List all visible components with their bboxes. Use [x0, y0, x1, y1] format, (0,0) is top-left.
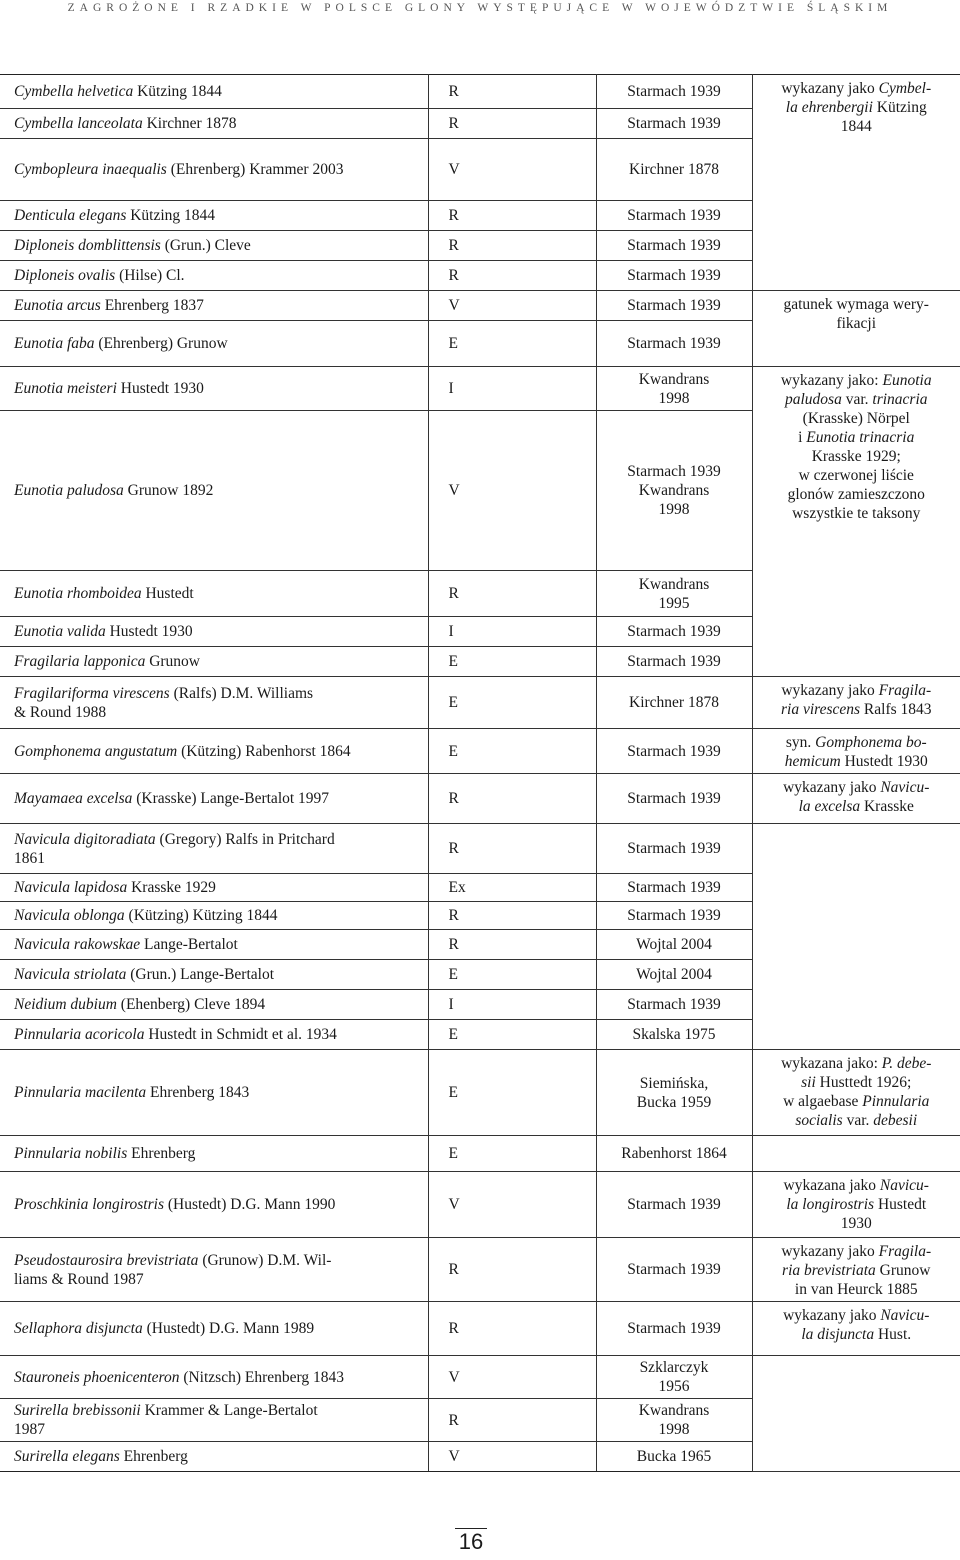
threat-category: E [428, 321, 596, 367]
table-row [0, 824, 960, 874]
species-latin-name: Navicula rakowskae [14, 936, 141, 953]
remarks-cell [752, 1238, 960, 1302]
literature-source: Kirchner 1878 [596, 139, 752, 201]
species-author: Grunow 1892 [123, 482, 214, 499]
species-author: Kirchner 1878 [142, 115, 237, 132]
table-row [0, 367, 960, 411]
remark-text: gatunek wymaga wery- fikacji [783, 296, 929, 332]
species-latin-name: Eunotia rhomboidea [14, 585, 142, 602]
literature-source: Skalska 1975 [596, 1020, 752, 1050]
remarks-cell [752, 1302, 960, 1356]
literature-source: Wojtal 2004 [596, 960, 752, 990]
species-author: (Nitzsch) Ehrenberg 1843 [179, 1368, 345, 1386]
species-latin-name: Denticula elegans [14, 207, 127, 224]
literature-source: Starmach 1939 [596, 261, 752, 291]
species-author: (Kützing) Kützing 1844 [124, 907, 278, 924]
threat-category: I [428, 990, 596, 1020]
remark-text: debesii [873, 1112, 918, 1129]
remark-text: Ralfs 1843 [860, 701, 932, 718]
species-author: (Grun.) Lange-Bertalot [126, 966, 274, 983]
remarks-cell [752, 291, 960, 367]
species-table [0, 74, 960, 1472]
species-author: Krammer & Lange-Bertalot 1987 [14, 1402, 318, 1438]
species-name-cell [0, 729, 428, 774]
species-name-cell [0, 990, 428, 1020]
species-latin-name: Eunotia paludosa [14, 482, 124, 499]
page-number: 16 [458, 1529, 484, 1554]
literature-source: Starmach 1939 Kwandrans 1998 [596, 411, 752, 571]
species-latin-name: Surirella elegans [14, 1448, 120, 1465]
literature-source: Starmach 1939 [596, 647, 752, 677]
literature-source: Bucka 1965 [596, 1442, 752, 1472]
species-latin-name: Navicula digitoradiata [14, 830, 156, 848]
threat-category: R [428, 1302, 596, 1356]
literature-source: Starmach 1939 [596, 1172, 752, 1238]
species-latin-name: Sellaphora disjuncta [14, 1320, 143, 1337]
species-name-cell [0, 367, 428, 411]
species-name-cell [0, 411, 428, 571]
remarks-cell [752, 1050, 960, 1136]
species-name-cell [0, 617, 428, 647]
literature-source: Kwandrans 1998 [596, 367, 752, 411]
table-row [0, 1172, 960, 1238]
threat-category: R [428, 824, 596, 874]
literature-source: Starmach 1939 [596, 1238, 752, 1302]
species-name-cell [0, 321, 428, 367]
species-author: Ehrenberg 1837 [100, 297, 204, 314]
threat-category: V [428, 1172, 596, 1238]
species-name-cell [0, 261, 428, 291]
species-name-cell [0, 1020, 428, 1050]
literature-source: Starmach 1939 [596, 729, 752, 774]
remark-text: Gomphonema bo- hemicum [784, 734, 927, 770]
table-row [0, 729, 960, 774]
remark-text: Husttedt 1926; w algaebase [783, 1074, 912, 1110]
species-author: (Kützing) Rabenhorst 1864 [177, 742, 351, 760]
remark-text: Hust. [874, 1326, 912, 1343]
species-name-cell [0, 1399, 428, 1442]
literature-source: Siemińska, Bucka 1959 [596, 1050, 752, 1136]
remarks-cell [752, 1172, 960, 1238]
threat-category: R [428, 902, 596, 930]
remark-text: wykazany jako [783, 779, 881, 796]
species-name-cell [0, 677, 428, 729]
species-author: Hustedt in Schmidt et al. 1934 [144, 1026, 337, 1043]
threat-category: R [428, 1399, 596, 1442]
literature-source: Starmach 1939 [596, 75, 752, 109]
threat-category: R [428, 109, 596, 139]
threat-category: R [428, 1238, 596, 1302]
remark-text: wykazany jako [783, 1307, 881, 1324]
remarks-cell [752, 677, 960, 729]
remark-text: Fragila- ria virescens [780, 682, 932, 718]
remark-text: (Krasske) Nörpel i [798, 410, 910, 446]
species-latin-name: Diploneis domblittensis [14, 237, 161, 254]
threat-category: E [428, 677, 596, 729]
species-name-cell [0, 1238, 428, 1302]
remark-text: Grunow in van Heurck 1885 [794, 1262, 931, 1298]
literature-source: Kwandrans 1995 [596, 571, 752, 617]
species-author: Kützing 1844 [133, 83, 222, 100]
species-name-cell [0, 1050, 428, 1136]
remark-text: Kützing 1844 [840, 99, 927, 135]
threat-category: I [428, 367, 596, 411]
literature-source: Wojtal 2004 [596, 930, 752, 960]
species-author: (Grun.) Cleve [160, 237, 251, 254]
literature-source: Kirchner 1878 [596, 677, 752, 729]
species-latin-name: Navicula lapidosa [14, 879, 128, 896]
species-name-cell [0, 960, 428, 990]
literature-source: Rabenhorst 1864 [596, 1136, 752, 1172]
remark-text: Fragila- ria brevistriata [782, 1243, 932, 1279]
species-name-cell [0, 571, 428, 617]
species-latin-name: Navicula oblonga [14, 907, 125, 924]
literature-source: Starmach 1939 [596, 201, 752, 231]
species-latin-name: Pseudostaurosira brevistriata [14, 1251, 199, 1269]
table-row [0, 1136, 960, 1172]
species-latin-name: Pinnularia nobilis [14, 1145, 128, 1162]
species-latin-name: Eunotia arcus [14, 297, 101, 314]
species-latin-name: Gomphonema angustatum [14, 742, 178, 760]
species-author: Kützing 1844 [126, 207, 216, 224]
species-latin-name: Fragilaria lapponica [14, 653, 146, 670]
species-author: (Ehrenberg) Krammer 2003 [166, 161, 344, 178]
remark-text: Krasske 1929; w czerwonej liście glonów zamieszczono wszystkie te taksony [787, 448, 925, 522]
species-latin-name: Cymbopleura inaequalis [14, 161, 167, 178]
species-author: Lange-Bertalot [140, 936, 238, 953]
remark-text: var. [842, 1112, 874, 1129]
threat-category: E [428, 1020, 596, 1050]
species-author: (Ralfs) D.M. Williams & Round 1988 [14, 684, 314, 721]
threat-category: E [428, 1050, 596, 1136]
threat-category: V [428, 139, 596, 201]
threat-category: V [428, 411, 596, 571]
species-name-cell [0, 1136, 428, 1172]
species-author: (Grunow) D.M. Wil- liams & Round 1987 [14, 1251, 332, 1288]
threat-category: Ex [428, 874, 596, 902]
table-row [0, 1050, 960, 1136]
remark-text: Eunotia paludosa [784, 372, 932, 408]
remark-text: Navicu- la longirostris [786, 1177, 929, 1213]
species-latin-name: Surirella brebissonii [14, 1402, 141, 1419]
species-name-cell [0, 1442, 428, 1472]
literature-source: Starmach 1939 [596, 874, 752, 902]
literature-source: Starmach 1939 [596, 321, 752, 367]
threat-category: V [428, 1442, 596, 1472]
remark-text: syn. [785, 734, 816, 751]
threat-category: E [428, 960, 596, 990]
species-latin-name: Diploneis ovalis [14, 267, 116, 284]
species-author: Ehrenberg [119, 1448, 188, 1465]
remark-text: P. debe- sii [801, 1055, 932, 1091]
species-author: Hustedt [141, 585, 194, 602]
species-author: Ehrenberg 1843 [146, 1084, 250, 1101]
species-author: (Gregory) Ralfs in Pritchard 1861 [14, 830, 335, 867]
species-author: Krasske 1929 [127, 879, 216, 896]
literature-source: Starmach 1939 [596, 109, 752, 139]
threat-category: E [428, 647, 596, 677]
species-author: Hustedt 1930 [105, 623, 193, 640]
species-latin-name: Neidium dubium [14, 996, 117, 1013]
threat-category: R [428, 930, 596, 960]
species-latin-name: Eunotia valida [14, 623, 106, 640]
species-latin-name: Fragilariforma virescens [14, 684, 170, 702]
threat-category: I [428, 617, 596, 647]
species-name-cell [0, 902, 428, 930]
threat-category: V [428, 291, 596, 321]
species-name-cell [0, 774, 428, 824]
species-author: (Hustedt) D.G. Mann 1990 [163, 1196, 336, 1213]
literature-source: Starmach 1939 [596, 1302, 752, 1356]
remark-text: trinacria [872, 391, 928, 408]
threat-category: R [428, 201, 596, 231]
species-name-cell [0, 75, 428, 109]
remark-text: Cymbel- la ehrenbergii [785, 80, 932, 116]
species-author: Hustedt 1930 [116, 380, 204, 397]
remark-text: wykazany jako: [780, 372, 883, 389]
remark-text: Hustedt 1930 [840, 753, 928, 770]
table-row [0, 75, 960, 109]
remarks-cell [752, 75, 960, 291]
remark-text: wykazany jako [781, 1243, 879, 1260]
threat-category: E [428, 729, 596, 774]
species-name-cell [0, 930, 428, 960]
remarks-cell [752, 367, 960, 677]
species-name-cell [0, 874, 428, 902]
species-author: (Ehrenberg) Grunow [94, 335, 228, 352]
table-row [0, 1238, 960, 1302]
remarks-cell [752, 1136, 960, 1172]
table-row [0, 774, 960, 824]
species-latin-name: Eunotia meisteri [14, 380, 117, 397]
species-author: (Hilse) Cl. [115, 267, 185, 284]
species-name-cell [0, 291, 428, 321]
species-latin-name: Mayamaea excelsa [14, 790, 133, 807]
remarks-cell [752, 774, 960, 824]
table-row [0, 291, 960, 321]
remark-text: wykazana jako [783, 1177, 880, 1194]
literature-source: Starmach 1939 [596, 902, 752, 930]
remark-text: wykazana jako: [781, 1055, 882, 1072]
literature-source: Starmach 1939 [596, 824, 752, 874]
literature-source: Starmach 1939 [596, 617, 752, 647]
species-name-cell [0, 1172, 428, 1238]
remarks-cell [752, 729, 960, 774]
remark-text: var. [841, 391, 873, 408]
species-name-cell [0, 647, 428, 677]
threat-category: R [428, 774, 596, 824]
species-latin-name: Pinnularia macilenta [14, 1084, 147, 1101]
threat-category: R [428, 231, 596, 261]
remarks-cell [752, 824, 960, 1050]
threat-category: E [428, 1136, 596, 1172]
remark-text: Navicu- la excelsa [798, 779, 930, 815]
page-number-block [455, 1528, 487, 1555]
species-latin-name: Eunotia faba [14, 335, 95, 352]
table-row [0, 677, 960, 729]
threat-category: R [428, 571, 596, 617]
literature-source: Szklarczyk 1956 [596, 1356, 752, 1399]
species-name-cell [0, 1302, 428, 1356]
species-latin-name: Proschkinia longirostris [14, 1196, 164, 1213]
species-latin-name: Stauroneis phoenicenteron [14, 1368, 180, 1386]
literature-source: Kwandrans 1998 [596, 1399, 752, 1442]
remark-text: wykazany jako [781, 682, 879, 699]
species-latin-name: Cymbella lanceolata [14, 115, 143, 132]
species-author: Ehrenberg [127, 1145, 196, 1162]
remark-text: Navicu- la disjuncta [801, 1307, 930, 1343]
remark-text: Krasske [860, 798, 914, 815]
remark-text: Pinnularia socialis [795, 1093, 930, 1129]
species-author: Grunow [145, 653, 201, 670]
literature-source: Starmach 1939 [596, 291, 752, 321]
remarks-cell [752, 1356, 960, 1472]
species-name-cell [0, 201, 428, 231]
remark-text: wykazany jako [781, 80, 879, 97]
threat-category: V [428, 1356, 596, 1399]
species-latin-name: Pinnularia acoricola [14, 1026, 145, 1043]
species-name-cell [0, 109, 428, 139]
species-author: (Hustedt) D.G. Mann 1989 [142, 1320, 315, 1337]
literature-source: Starmach 1939 [596, 990, 752, 1020]
species-latin-name: Navicula striolata [14, 966, 127, 983]
table-row [0, 1302, 960, 1356]
remark-text: Eunotia trinacria [806, 429, 915, 446]
threat-category: R [428, 75, 596, 109]
literature-source: Starmach 1939 [596, 231, 752, 261]
species-name-cell [0, 824, 428, 874]
species-author: (Ehenberg) Cleve 1894 [116, 996, 266, 1013]
threat-category: R [428, 261, 596, 291]
species-name-cell [0, 231, 428, 261]
remark-text: Hustedt 1930 [840, 1196, 927, 1232]
table-row [0, 1356, 960, 1399]
species-name-cell [0, 139, 428, 201]
species-latin-name: Cymbella helvetica [14, 83, 134, 100]
running-header: ZAGROŻONE I RZADKIE W POLSCE GLONY WYSTĘPUJĄCE W WOJEWÓDZTWIE ŚLĄSKIM [67, 2, 893, 14]
species-name-cell [0, 1356, 428, 1399]
literature-source: Starmach 1939 [596, 774, 752, 824]
species-author: (Krasske) Lange-Bertalot 1997 [132, 790, 330, 807]
